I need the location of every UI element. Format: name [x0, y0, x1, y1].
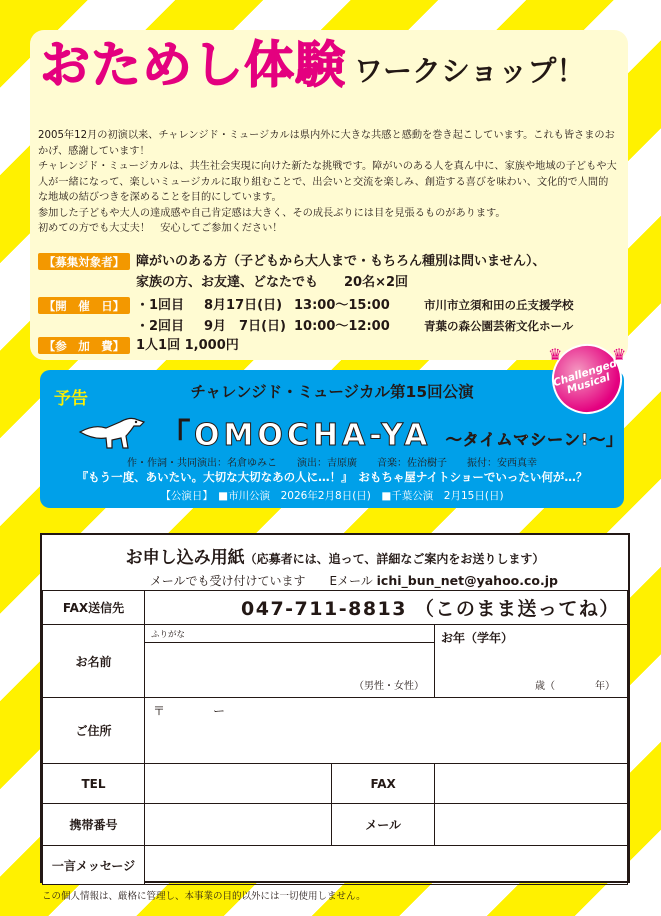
address-field[interactable] [145, 698, 628, 764]
promo-credits: 作・作詞・共同演出：名倉ゆみこ 演出：吉原廣 音楽：佐治樹子 振付：安西真幸 [127, 458, 537, 469]
form-title-note: （応募者には、追って、詳細なご案内をお送りします） [244, 552, 545, 566]
address-row [43, 698, 628, 764]
privacy-note: この個人情報は、厳格に管理し、本事業の目的以外には一切使用しません。 [42, 891, 366, 902]
fax-number: 047-711-8813 [241, 598, 407, 620]
form-subline [42, 572, 628, 589]
form-title [42, 543, 628, 568]
promo-title-main: 「OMOCHA-YA [160, 418, 432, 453]
tel-row [43, 764, 628, 804]
schedule-row [136, 295, 574, 316]
application-form [40, 533, 630, 883]
schedule-num: ・1回目 [136, 298, 185, 313]
schedule-date: 8月17日(日) [204, 298, 283, 313]
recruit-section [38, 251, 546, 293]
furigana-label: ふりがな [151, 630, 186, 640]
gender-label: （男性・女性） [354, 681, 424, 692]
fax-dest-cell [145, 591, 628, 625]
badge-text: Challenged Musical [551, 357, 619, 397]
age-unit: 歳（ 年） [535, 681, 615, 692]
message-field[interactable] [145, 846, 628, 885]
intro-text [38, 128, 618, 237]
schedule-section [38, 295, 574, 337]
recruit-line: 家族の方、お友達、どなたでも 20名×2回 [136, 275, 409, 290]
address-label: ご住所 [43, 698, 145, 764]
intro-paragraph: 2005年12月の初演以来、チャレンジド・ミュージカルは県内外に大きな共感と感動を巻き起こしています。これも皆さまのおかげ、感謝しています！ [38, 130, 615, 157]
name-row [43, 625, 628, 698]
title-main: おためし体験 [40, 36, 346, 94]
promo-tag: 予告 [54, 389, 88, 409]
mail-field[interactable] [435, 804, 628, 846]
mobile-label: 携帯番号 [43, 804, 145, 846]
schedule-row [136, 316, 574, 337]
mobile-row [43, 804, 628, 846]
schedule-time: 10:00〜12:00 [294, 319, 390, 334]
mobile-field[interactable] [145, 804, 332, 846]
schedule-num: ・2回目 [136, 319, 185, 334]
form-title-main: お申し込み用紙 [125, 548, 245, 568]
promo-title-sub: 〜タイムマシーン!〜」 [445, 430, 624, 449]
promo-title [160, 410, 623, 454]
title-sub: ワークショップ！ [354, 54, 586, 88]
fax-dest-label: FAX送信先 [43, 591, 145, 625]
fax-note: （このまま送ってね） [414, 598, 620, 620]
fee-label: 【参 加 費】 [38, 337, 130, 354]
age-field[interactable] [435, 625, 628, 698]
contact-email[interactable]: ichi_bun_net@yahoo.co.jp [376, 573, 558, 588]
form-header [42, 543, 628, 589]
form-sub-text: メールでも受け付けています Eメール [149, 574, 373, 588]
dinosaur-icon [76, 410, 148, 450]
message-row [43, 846, 628, 885]
intro-paragraph: 初めての方でも大丈夫！ 安心してご参加ください！ [38, 223, 283, 234]
schedule-label: 【開 催 日】 [38, 297, 130, 314]
schedule-date: 9月 7日(日) [204, 319, 286, 334]
schedule-time: 13:00〜15:00 [294, 298, 390, 313]
crown-icon: ♛ [548, 345, 563, 364]
name-field[interactable] [145, 625, 435, 698]
recruit-label: 【募集対象者】 [38, 253, 130, 270]
intro-paragraph: チャレンジド・ミュージカルは、共生社会実現に向けた新たな挑戦です。障がいのある人を真ん中に、家族や地域の子どもや大人が一緒になって、楽しいミュージカルに取り組むことで、出会いと交流を楽しみ、創造する喜びを味わい、文化的で人間的な地域の結びつきを深めることを目的にしています。 [38, 161, 617, 203]
intro-paragraph: 参加した子どもや大人の達成感や自己肯定感は大きく、その成長ぶりには目を見張るものがあります。 [38, 207, 506, 219]
fee-section [38, 335, 239, 356]
recruit-text [136, 251, 546, 293]
message-label: 一言メッセージ [43, 846, 145, 885]
schedule-place: 市川市立須和田の丘支援学校 [424, 298, 574, 312]
promo-banner [40, 370, 624, 508]
schedule-place: 青葉の森公園芸術文化ホール [424, 319, 574, 333]
promo-quote: 『もう一度、あいたい。大切な大切なあの人に…！』 おもちゃ屋ナイトショーでいったい何が…？ [76, 470, 588, 484]
fax-label: FAX [332, 764, 435, 804]
tel-field[interactable] [145, 764, 332, 804]
recruit-line: 障がいのある方（子どもから大人まで・もちろん種別は問いません）、 [136, 254, 546, 269]
promo-heading: チャレンジド・ミュージカル第15回公演 [190, 383, 474, 401]
crown-icon: ♛ [612, 345, 627, 364]
age-label: お年（学年） [441, 631, 514, 645]
fax-row [43, 591, 628, 625]
promo-dates: 【公演日】 ■市川公演 2026年2月8日(日) ■千葉公演 2月15日(日) [160, 490, 504, 502]
form-grid [42, 590, 628, 885]
schedule-rows [136, 295, 574, 337]
fee-text: 1人1回 1,000円 [136, 338, 239, 353]
name-label: お名前 [43, 625, 145, 698]
fax-field[interactable] [435, 764, 628, 804]
tel-label: TEL [43, 764, 145, 804]
mail-label: メール [332, 804, 435, 846]
page-title [40, 36, 586, 94]
postal-mark: 〒 ー [153, 704, 226, 718]
